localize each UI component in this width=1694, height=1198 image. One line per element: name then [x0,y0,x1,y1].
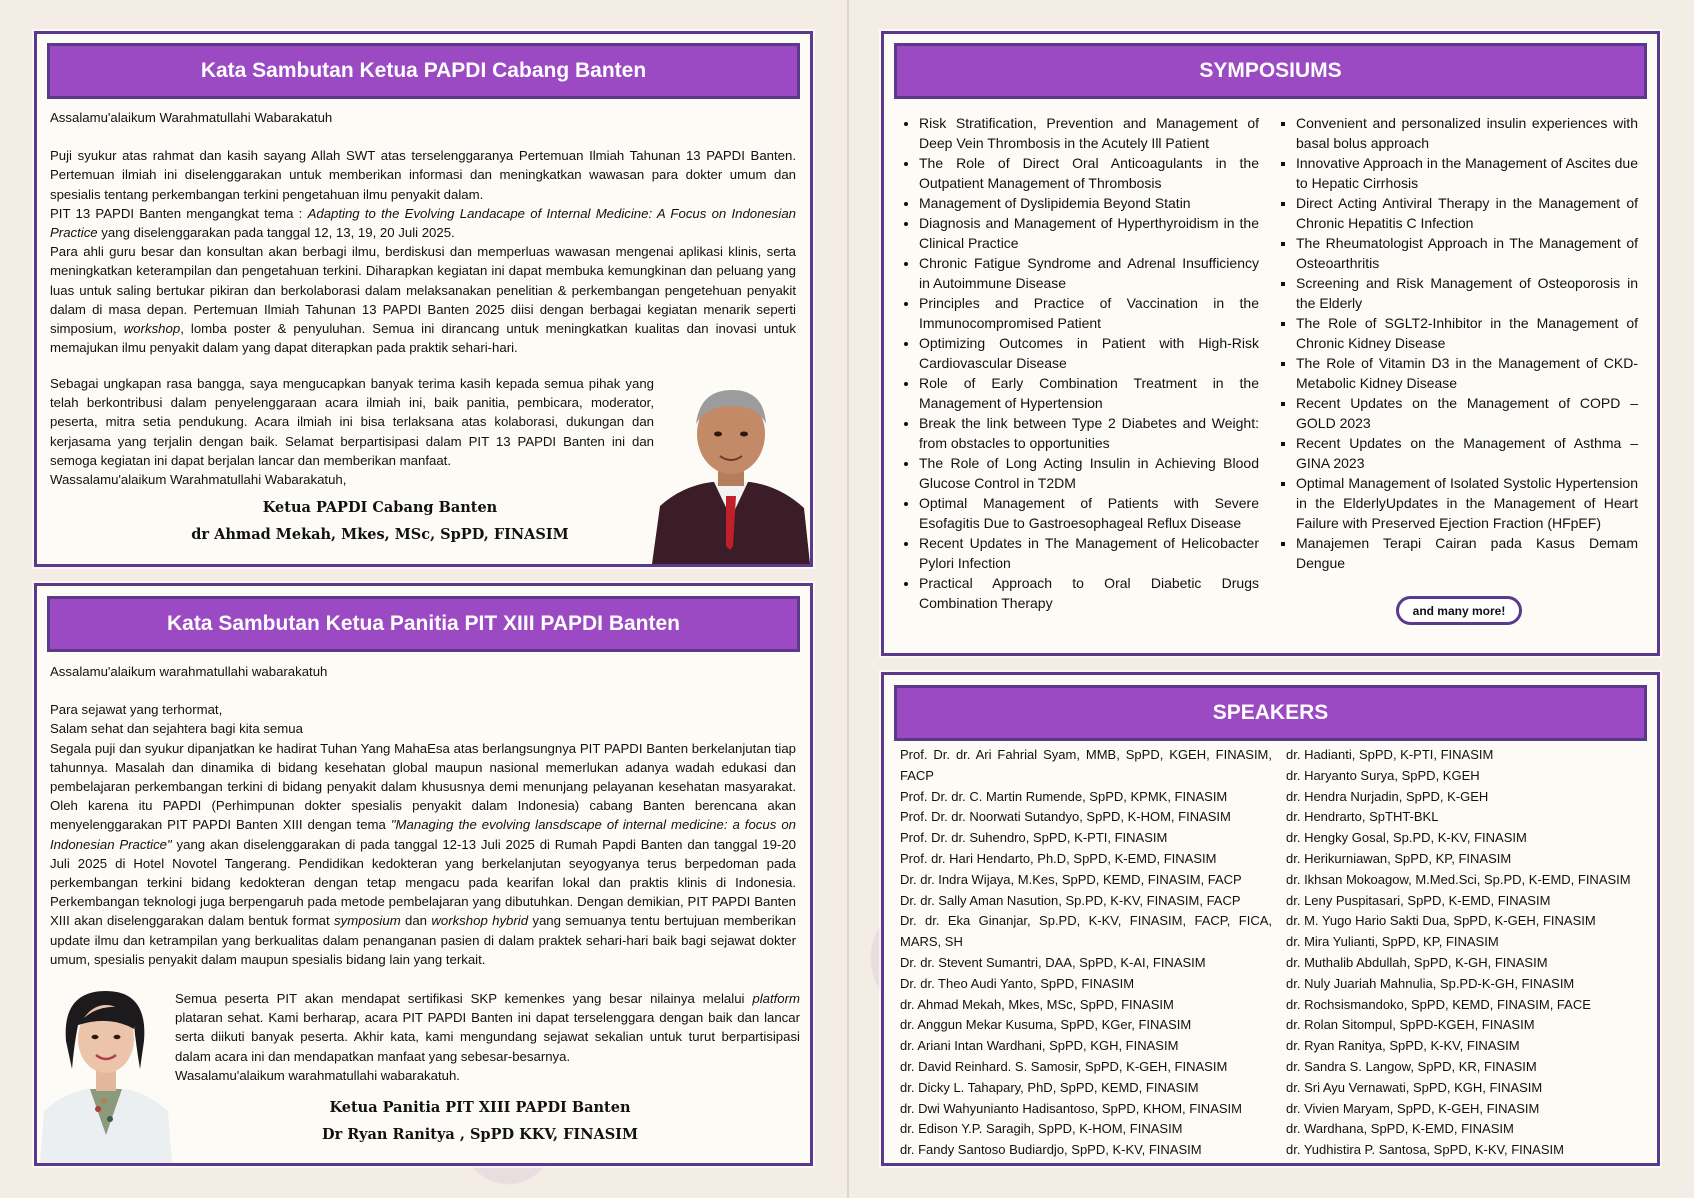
speaker-name: dr. Ryan Ranitya, SpPD, K-KV, FINASIM [1286,1038,1520,1054]
welcome-committee-text-2 [175,989,800,1085]
speaker-name: dr. Haryanto Surya, SpPD, KGEH [1286,767,1480,783]
symposium-item: ▪ Recent Updates on the Management of COPD – GOLD 2023 [1296,393,1638,433]
speaker-name: dr. Anggun Mekar Kusuma, SpPD, KGer, FINASIM [900,1017,1192,1033]
signature-committee [200,1094,760,1148]
symposium-item: • Optimizing Outcomes in Patient with High-Risk Cardiovascular Disease [919,333,1259,373]
speaker-name: dr. Wardhana, SpPD, K-EMD, FINASIM [1286,1121,1514,1137]
speaker-name: dr. Leny Puspitasari, SpPD, K-EMD, FINASIM [1286,892,1551,908]
speaker-name: dr. Mira Yulianti, SpPD, KP, FINASIM [1286,934,1499,950]
symposium-item: • The Role of Long Acting Insulin in Achieving Blood Glucose Control in T2DM [919,453,1259,493]
welcome-committee-title: Kata Sambutan Ketua Panitia PIT XIII PAPDI Banten [47,596,800,652]
speaker-name: dr. Hendrarto, SpTHT-BKL [1286,809,1439,825]
speaker-list-right [1286,745,1654,1161]
speaker-name: dr. Dicky L. Tahapary, PhD, SpPD, KEMD, FINASIM [900,1079,1199,1095]
speaker-name: dr. Rolan Sitompul, SpPD-KGEH, FINASIM [1286,1017,1535,1033]
signature-name: Dr Ryan Ranitya , SpPD KKV, FINASIM [322,1126,638,1143]
speaker-name: dr. Edison Y.P. Saragih, SpPD, K-HOM, FINASIM [900,1121,1183,1137]
symposium-item: • Chronic Fatigue Syndrome and Adrenal Insufficiency in Autoimmune Disease [919,253,1259,293]
symposium-item: ▪ Convenient and personalized insulin experiences with basal bolus approach [1296,113,1638,153]
speaker-name: Dr. dr. Indra Wijaya, M.Kes, SpPD, KEMD, FINASIM, FACP [900,871,1242,887]
paragraph: PIT 13 PAPDI Banten mengangkat tema : Adapting to the Evolving Landacape of Internal Medicine: A Focus on Indonesian Practice yang diselenggarakan pada tanggal 12, 13, 19, 20 Juli 2025. [50,205,797,241]
welcome-chair-text [50,108,796,357]
speaker-name: Dr. dr. Stevent Sumantri, DAA, SpPD, K-AI, FINASIM [900,954,1206,970]
closing: Wassalamu'alaikum Warahmatullahi Wabarakatuh, [50,472,347,488]
page-spine [847,0,849,1198]
salutation: Salam sehat dan sejahtera bagi kita semua [50,721,303,737]
speaker-name: Prof. Dr. dr. Suhendro, SpPD, K-PTI, FINASIM [900,830,1168,846]
speaker-name: dr. Vivien Maryam, SpPD, K-GEH, FINASIM [1286,1100,1540,1116]
speaker-name: dr. Dwi Wahyunianto Hadisantoso, SpPD, KHOM, FINASIM [900,1100,1242,1116]
paragraph: Segala puji dan syukur dipanjatkan ke hadirat Tuhan Yang MahaEsa atas berlangsungnya PIT PAPDI Banten berkelanjutan tiap tahunnya. Masalah dan dinamika di bidang kesehatan global maupun nasional memerlukan adanya wadah edukasi dan pembelajaran perkembangan terkini di bidang penyakit dalam khususnya demi menunjang pelayanan kesehatan masyarakat. Oleh karena itu PAPDI (Perhimpunan dokter spesialis penyakit dalam Indonesia) cabang Banten berencana akan menyelenggarakan PIT PAPDI Banten XIII dengan tema "Managing the evolving lansdscape of internal medicine: a focus on Indonesian Practice" yang akan diselenggarakan di pada tanggal 12-13 Juli 2025 di Rumah Papdi Banten dan tanggal 19-20 Juli 2025 di Hotel Novotel Tangerang. Pendidikan kedokteran yang berkelanjutan seyogyanya terus berpedoman pada perkembangan terkini bidang kedokteran dengan tetap mengacu pada kearifan lokal dan praktis klinis di Indonesia. Perkembangan teknologi juga berpengaruh pada metode pembelajaran yang dibutuhkan. Dengan demikian, PIT PAPDI Banten XIII akan diselenggarakan dalam bentuk format symposium dan workshop hybrid yang semuanya tentu bertujuan memberikan update ilmu dan ketrampilan yang berkualitas dalam penanganan pasien di dalam praktek sehari-hari baik bagi sejawat dokter umum, spesialis penyakit dalam maupun spesialis bidang lain yang terkait. [50,740,796,967]
speaker-name: dr. Ahmad Mekah, Mkes, MSc, SpPD, FINASIM [900,996,1174,1012]
symposium-item: • Practical Approach to Oral Diabetic Drugs Combination Therapy [919,573,1259,613]
speaker-name: Dr. dr. Sally Aman Nasution, Sp.PD, K-KV, FINASIM, FACP [900,892,1241,908]
speaker-name: Dr. dr. Theo Audi Yanto, SpPD, FINASIM [900,975,1135,991]
welcome-chair-text-2 [50,374,654,489]
symposium-item: ▪ Direct Acting Antiviral Therapy in the Management of Chronic Hepatitis C Infection [1296,193,1638,233]
signature-chair [150,494,610,548]
signature-name: dr Ahmad Mekah, Mkes, MSc, SpPD, FINASIM [191,526,569,543]
symposium-item: • Optimal Management of Patients with Severe Esofagitis Due to Gastroesophageal Reflux Disease [919,493,1259,533]
symposium-item: ▪ Recent Updates on the Management of Asthma – GINA 2023 [1296,433,1638,473]
and-many-more-button[interactable]: and many more! [1396,596,1522,625]
speaker-name: dr. Muthalib Abdullah, SpPD, K-GH, FINASIM [1286,954,1548,970]
signature-role: Ketua PAPDI Cabang Banten [262,499,498,516]
symposium-item: • The Role of Direct Oral Anticoagulants in the Outpatient Management of Thrombosis [919,153,1259,193]
speaker-name: Prof. Dr. dr. C. Martin Rumende, SpPD, KPMK, FINASIM [900,788,1228,804]
paragraph: Para ahli guru besar dan konsultan akan berbagi ilmu, berdiskusi dan memperluas wawasan mengenai aplikasi klinis, serta meningkatkan keterampilan dan pengetahuan terkini. Diharapkan kegiatan ini dapat membuka kemungkinan dan peluang yang luas untuk saling bertukar pikiran dan berkolaborasi dalam melaksanakan penelitian & perkembangan pengetehuan penyakit dalam di masa depan. Pertemuan Ilmiah Tahunan 13 PAPDI Banten 2025 diisi dengan berbagai kegiatan menarik seperti simposium, workshop, lomba poster & penyuluhan. Semua ini dirancang untuk meningkatkan kualitas dan inovasi untuk memajukan ilmu penyakit dalam yang dapat diterapkan pada praktik sehari-hari. [50,244,796,356]
symposium-item: ▪ The Role of Vitamin D3 in the Management of CKD-Metabolic Kidney Disease [1296,353,1638,393]
speaker-name: dr. Herikurniawan, SpPD, KP, FINASIM [1286,850,1512,866]
speaker-name: dr. Nuly Juariah Mahnulia, Sp.PD-K-GH, FINASIM [1286,975,1575,991]
salutation: Para sejawat yang terhormat, [50,702,223,718]
speaker-name: dr. Hengky Gosal, Sp.PD, K-KV, FINASIM [1286,830,1527,846]
speaker-name: dr. Fandy Santoso Budiardjo, SpPD, K-KV, FINASIM [900,1142,1202,1158]
symposium-item: ▪ Innovative Approach in the Management of Ascites due to Hepatic Cirrhosis [1296,153,1638,193]
welcome-committee-text [50,662,796,969]
signature-role: Ketua Panitia PIT XIII PAPDI Banten [329,1099,631,1116]
chair-portrait [652,386,810,564]
speaker-name: dr. Yudhistira P. Santosa, SpPD, K-KV, FINASIM [1286,1142,1564,1158]
speaker-name: dr. Ariani Intan Wardhani, SpPD, KGH, FINASIM [900,1038,1179,1054]
symposium-item: • Principles and Practice of Vaccination in the Immunocompromised Patient [919,293,1259,333]
symposium-list-left [899,113,1259,613]
speaker-name: dr. M. Yugo Hario Sakti Dua, SpPD, K-GEH, FINASIM [1286,913,1596,929]
symposium-item: ▪ The Rheumatologist Approach in The Management of Osteoarthritis [1296,233,1638,273]
speaker-name: Prof. Dr. dr. Ari Fahrial Syam, MMB, SpPD, KGEH, FINASIM, FACP [900,747,1272,783]
paragraph: Puji syukur atas rahmat dan kasih sayang Allah SWT atas terselenggaranya Pertemuan Ilmiah Tahunan 13 PAPDI Banten. Pertemuan ilmiah ini diselenggarakan untuk memberikan informasi dan meningkatkan wawasan para dokter umum dan spesialis tentang perkembangan terkini pengetahuan ilmu penyakit dalam. [50,148,796,202]
symposium-item: ▪ The Role of SGLT2-Inhibitor in the Management of Chronic Kidney Disease [1296,313,1638,353]
paragraph: Sebagai ungkapan rasa bangga, saya mengucapkan banyak terima kasih kepada semua pihak yang telah berkontribusi dalam penyelenggaraan acara ilmiah ini, baik panitia, pembicara, moderator, peserta, mitra setia pendukung. Acara ilmiah ini bisa terlaksana atas kolaborasi, dukungan dan kerjasama yang terjalin dengan baik. Selamat berpartisipasi dalam PIT 13 PAPDI Banten ini dan semoga kegiatan ini dapat berjalan lancar dan memberikan manfaat. [50,376,654,468]
greeting: Assalamu'alaikum warahmatullahi wabarakatuh [50,664,328,679]
welcome-chair-title: Kata Sambutan Ketua PAPDI Cabang Banten [47,43,800,99]
symposium-item: • Management of Dyslipidemia Beyond Statin [919,193,1259,213]
speaker-list-left [900,745,1272,1161]
speaker-name: Prof. Dr. dr. Noorwati Sutandyo, SpPD, K-HOM, FINASIM [900,809,1231,825]
speaker-name: dr. Ikhsan Mokoagow, M.Med.Sci, Sp.PD, K-EMD, FINASIM [1286,871,1631,887]
symposium-item: ▪ Optimal Management of Isolated Systolic Hypertension in the ElderlyUpdates in the Management of Heart Failure with Preserved Ejection Fraction (HFpEF) [1296,473,1638,533]
speaker-name: Prof. dr. Hari Hendarto, Ph.D, SpPD, K-EMD, FINASIM [900,850,1217,866]
speaker-name: Dr. dr. Eka Ginanjar, Sp.PD, K-KV, FINASIM, FACP, FICA, MARS, SH [900,913,1272,950]
symposium-list-right [1276,113,1638,573]
paragraph: Semua peserta PIT akan mendapat sertifikasi SKP kemenkes yang besar nilainya melalui platform plataran sehat. Kami berharap, acara PIT PAPDI Banten ini dapat terselenggara dengan baik dan lancar serta diikuti banyak peserta. Akhir kata, kami mengundang sejawat sekalian untuk turut berpartisipasi dalam acara ini dan mendapatkan manfaat yang sebesar-besarnya. [175,991,800,1064]
symposium-item: ▪ Screening and Risk Management of Osteoporosis in the Elderly [1296,273,1638,313]
speaker-name: dr. Hendra Nurjadin, SpPD, K-GEH [1286,788,1489,804]
speaker-name: dr. Rochsismandoko, SpPD, KEMD, FINASIM, FACE [1286,996,1591,1012]
symposium-item: • Risk Stratification, Prevention and Management of Deep Vein Thrombosis in the Acutely Ill Patient [919,113,1259,153]
symposiums-title: SYMPOSIUMS [894,43,1647,99]
symposium-item: • Diagnosis and Management of Hyperthyroidism in the Clinical Practice [919,213,1259,253]
committee-portrait [40,985,172,1163]
symposium-item: • Role of Early Combination Treatment in the Management of Hypertension [919,373,1259,413]
symposium-item: • Break the link between Type 2 Diabetes and Weight: from obstacles to opportunities [919,413,1259,453]
speaker-name: dr. Hadianti, SpPD, K-PTI, FINASIM [1286,747,1494,762]
speaker-name: dr. David Reinhard. S. Samosir, SpPD, K-GEH, FINASIM [900,1058,1228,1074]
speaker-name: dr. Sri Ayu Vernawati, SpPD, KGH, FINASIM [1286,1079,1543,1095]
symposium-item: • Recent Updates in The Management of Helicobacter Pylori Infection [919,533,1259,573]
speakers-title: SPEAKERS [894,685,1647,741]
closing: Wasalamu'alaikum warahmatullahi wabarakatuh. [175,1067,460,1083]
symposium-item: ▪ Manajemen Terapi Cairan pada Kasus Demam Dengue [1296,533,1638,573]
speaker-name: dr. Sandra S. Langow, SpPD, KR, FINASIM [1286,1058,1537,1074]
greeting: Assalamu'alaikum Warahmatullahi Wabarakatuh [50,110,333,125]
